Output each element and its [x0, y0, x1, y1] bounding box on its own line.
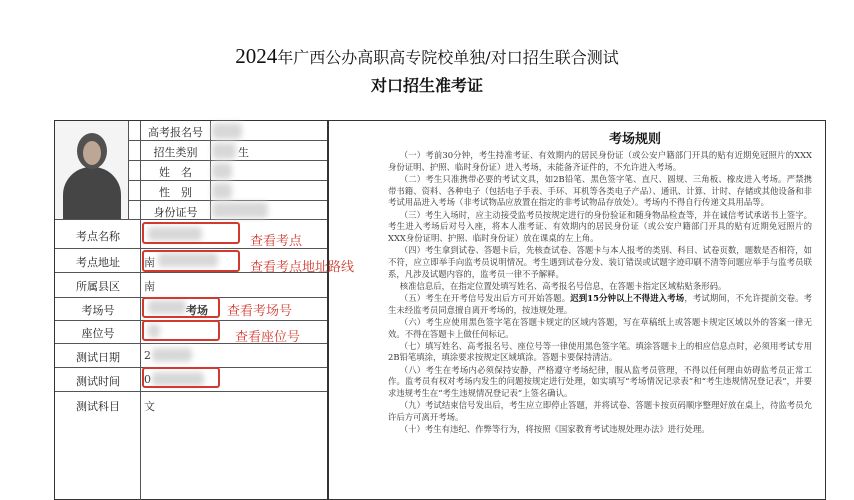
late-rule-emphasis: 迟到15分钟以上不得进入考场	[570, 292, 685, 303]
value-admission-category: 生	[238, 146, 249, 159]
label-admission-category: 招生类别	[153, 146, 198, 159]
rule-item: （七）填写姓名、高考报名号、座位号等一律使用黑色签字笔。填涂答题卡上的相应信息点时，必须用考试专用2B铅笔填涂，填涂要求按规定区域填涂。答题卡要保持清洁。	[388, 340, 812, 363]
label-name: 姓 名	[159, 166, 192, 179]
grid-line	[129, 160, 327, 161]
rule-item: （九）考试结束信号发出后，考生应立即停止答题，并将试卷、答题卡按页码顺序整理好放在桌上，待监考员允许后方可离开考场。	[388, 400, 812, 422]
rules-title: 考场规则	[608, 132, 661, 147]
label-seat: 座位号	[81, 327, 115, 340]
rule-item: （一）考前30分钟，考生持准考证、有效期内的居民身份证（或公安户籍部门开具的贴有近期免冠照片的XXX身份证明、护照、临时身份证）进入考场，未能备齐证件的，不允许进入考场。	[388, 150, 812, 172]
grid-line	[129, 140, 327, 141]
rule-item: （八）考生在考场内必须保持安静，严格遵守考场纪律，服从监考员管理，不得以任何理由妨碍监考员正常工作。监考员有权对考场内发生的问题按规定进行处理，如实填写“考场情况记录表”和“考生违规情况登记表”，并要求违规考生在“考生违规情况登记表”上签名确认。	[388, 364, 812, 399]
value-exam-time: 0	[144, 373, 151, 386]
redacted-value	[212, 123, 242, 139]
rule-item: （十）考生有违纪、作弊等行为，将按照《国家教育考试违规处理办法》进行处理。	[399, 424, 710, 435]
value-exam-room: 考场	[186, 304, 208, 317]
rule-item: （六）考生应使用黑色签字笔在答题卡规定的区域内答题，写在草稿纸上或答题卡规定区域以外的答案一律无效。不得在答题卡上做任何标记。	[388, 316, 812, 339]
rules-text	[388, 150, 812, 436]
annotation-seat: 查看座位号	[235, 330, 301, 345]
label-exam-subject: 测试科目	[76, 400, 120, 413]
value-district: 南	[144, 280, 155, 293]
label-exam-address: 考点地址	[76, 256, 120, 269]
label-exam-site: 考点名称	[76, 230, 120, 243]
redacted-value	[212, 202, 268, 218]
highlight-seat	[142, 320, 220, 341]
ticket-title: 对口招生准考证	[370, 76, 483, 95]
redacted-value	[212, 163, 232, 179]
grid-line	[129, 180, 327, 181]
grid-line	[55, 391, 327, 392]
highlight-exam-site	[142, 222, 240, 244]
grid-line	[140, 219, 141, 500]
candidate-photo	[55, 121, 129, 219]
rule-item: （四）考生拿到试卷、答题卡后，先核查试卷、答题卡与本人报考的类别、科目、试卷页数，题数是否相符，如不符，应立即举手向监考员说明情况。考生遇到试卷分发、装订错误或试题字迹印刷不清等问题应举手与监考员联系，凡涉及试题内容的，监考员一律不予解释。	[388, 245, 812, 279]
highlight-exam-room	[142, 297, 220, 318]
annotation-exam-site: 查看考点	[250, 234, 303, 249]
label-registration-number: 高考报名号	[148, 126, 203, 139]
redacted-value	[212, 183, 232, 199]
exam-year: 2024	[235, 44, 278, 68]
ticket-divider	[327, 120, 329, 500]
redacted-value	[212, 143, 236, 159]
annotation-exam-room: 查看考场号	[227, 304, 293, 319]
label-district: 所属县区	[76, 280, 120, 293]
value-exam-subject: 文	[144, 400, 155, 413]
value-exam-date: 2	[144, 349, 151, 362]
label-gender: 性 别	[159, 186, 192, 199]
label-exam-time: 测试时间	[76, 375, 120, 388]
redacted-value	[152, 348, 192, 362]
label-exam-date: 测试日期	[76, 351, 120, 364]
highlight-exam-address	[142, 250, 240, 272]
grid-line	[129, 200, 327, 201]
grid-line	[210, 121, 211, 219]
rule-item-late: （五）考生在开考信号发出后方可开始答题。迟到15分钟以上不得进入考场，考试期间，不允许提前交卷。考生未经监考员同意擅自离开考场的，按违规处理。	[388, 292, 813, 315]
highlight-exam-time	[142, 367, 220, 388]
exam-title	[0, 44, 854, 69]
exam-title-text: 年广西公办高职高专院校单独/对口招生联合测试	[277, 48, 619, 67]
annotation-exam-address: 查看考点地址路线	[250, 260, 355, 275]
label-id-number: 身份证号	[153, 206, 198, 219]
rule-item: （二）考生只准携带必要的考试文具，如2B铅笔、黑色签字笔、直尺、圆规、三角板、橡皮进入考场。严禁携带书籍、资料、各种电子（包括电子手表、手环、耳机等各类电子产品）、通讯、计算、计时、存储或其他设备和非考试用品进入考场（非考试物品应放置在指定的非考试物品存放处）。考场内不得自行传递文具用品等。	[388, 173, 812, 208]
value-exam-address: 南	[144, 256, 155, 269]
label-exam-room: 考场号	[81, 304, 115, 317]
rule-item: （三）考生入场时，应主动接受监考员按规定进行的身份验证和随身物品检查等，并在诚信考试承诺书上签字。考生进入考场后对号入座，将本人准考证、有效期内的居民身份证（或公安户籍部门开具的贴有近期免冠照片的XXX身份证明、护照、临时身份证）放在课桌的左上角。	[388, 209, 812, 243]
rule-item: 核准信息后，在指定位置处填写姓名、高考报名号信息，在答题卡指定区域粘贴条形码。	[399, 280, 727, 291]
